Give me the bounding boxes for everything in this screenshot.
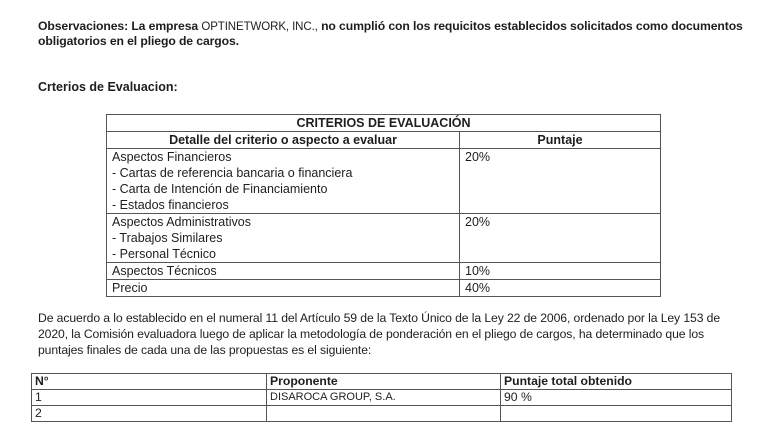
total-score-header: Puntaje total obtenido (501, 374, 732, 390)
observations-suffix: no cumplió con los requicitos establecidos solicitados como documentos obligatorios en el pliego de cargos. (38, 19, 743, 48)
criteria-line: - Personal Técnico (112, 247, 216, 261)
criteria-score-header: Puntaje (460, 132, 661, 149)
total-score-cell (501, 406, 732, 422)
results-header-row (32, 374, 732, 390)
criteria-table (106, 114, 661, 297)
criteria-line: - Estados financieros (112, 198, 229, 212)
table-row (107, 263, 661, 280)
criteria-line: - Cartas de referencia bancaria o financiera (112, 166, 353, 180)
criteria-table-title: CRITERIOS DE EVALUACIÓN (107, 115, 661, 132)
table-row (107, 280, 661, 297)
table-row (107, 214, 661, 263)
criteria-section-heading: Crterios de Evaluacion: (38, 80, 178, 94)
number-header: N° (32, 374, 267, 390)
observations-prefix: Observaciones: La empresa (38, 19, 202, 33)
table-row (32, 406, 732, 422)
criteria-line: Precio (112, 281, 148, 295)
proponent-cell: DISAROCA GROUP, S.A. (267, 390, 501, 406)
proponent-cell (267, 406, 501, 422)
proponent-header: Proponente (267, 374, 501, 390)
results-table (31, 373, 732, 422)
criteria-detail-cell (107, 280, 460, 297)
criteria-score-cell: 20% (460, 149, 661, 214)
criteria-line: - Carta de Intención de Financiamiento (112, 182, 328, 196)
evaluation-paragraph: De acuerdo a lo establecido en el numeral 11 del Artículo 59 de la Texto Único de la Ley 22 de 2006, ordenado por la Ley 153 de 2020, la Comisión evaluadora luego de aplicar la metodología de ponderación en el pliego de cargos, ha determinado que los puntajes finales de cada una de las propuestas es el siguiente: (38, 311, 721, 357)
criteria-line: Aspectos Técnicos (112, 264, 217, 278)
criteria-line: - Trabajos Similares (112, 231, 223, 245)
criteria-score-cell: 40% (460, 280, 661, 297)
number-cell: 2 (32, 406, 267, 422)
observations-paragraph (38, 19, 758, 48)
criteria-score-cell: 10% (460, 263, 661, 280)
criteria-line: Aspectos Financieros (112, 150, 232, 164)
criteria-detail-cell (107, 214, 460, 263)
table-row (32, 390, 732, 406)
criteria-header-row (107, 132, 661, 149)
criteria-detail-cell (107, 263, 460, 280)
total-score-cell: 90 % (501, 390, 732, 406)
criteria-line: Aspectos Administrativos (112, 215, 251, 229)
criteria-title-row (107, 115, 661, 132)
criteria-score-cell: 20% (460, 214, 661, 263)
criteria-detail-header: Detalle del criterio o aspecto a evaluar (107, 132, 460, 149)
criteria-detail-cell (107, 149, 460, 214)
table-row (107, 149, 661, 214)
number-cell: 1 (32, 390, 267, 406)
observations-company: OPTINETWORK, INC., (201, 21, 318, 33)
